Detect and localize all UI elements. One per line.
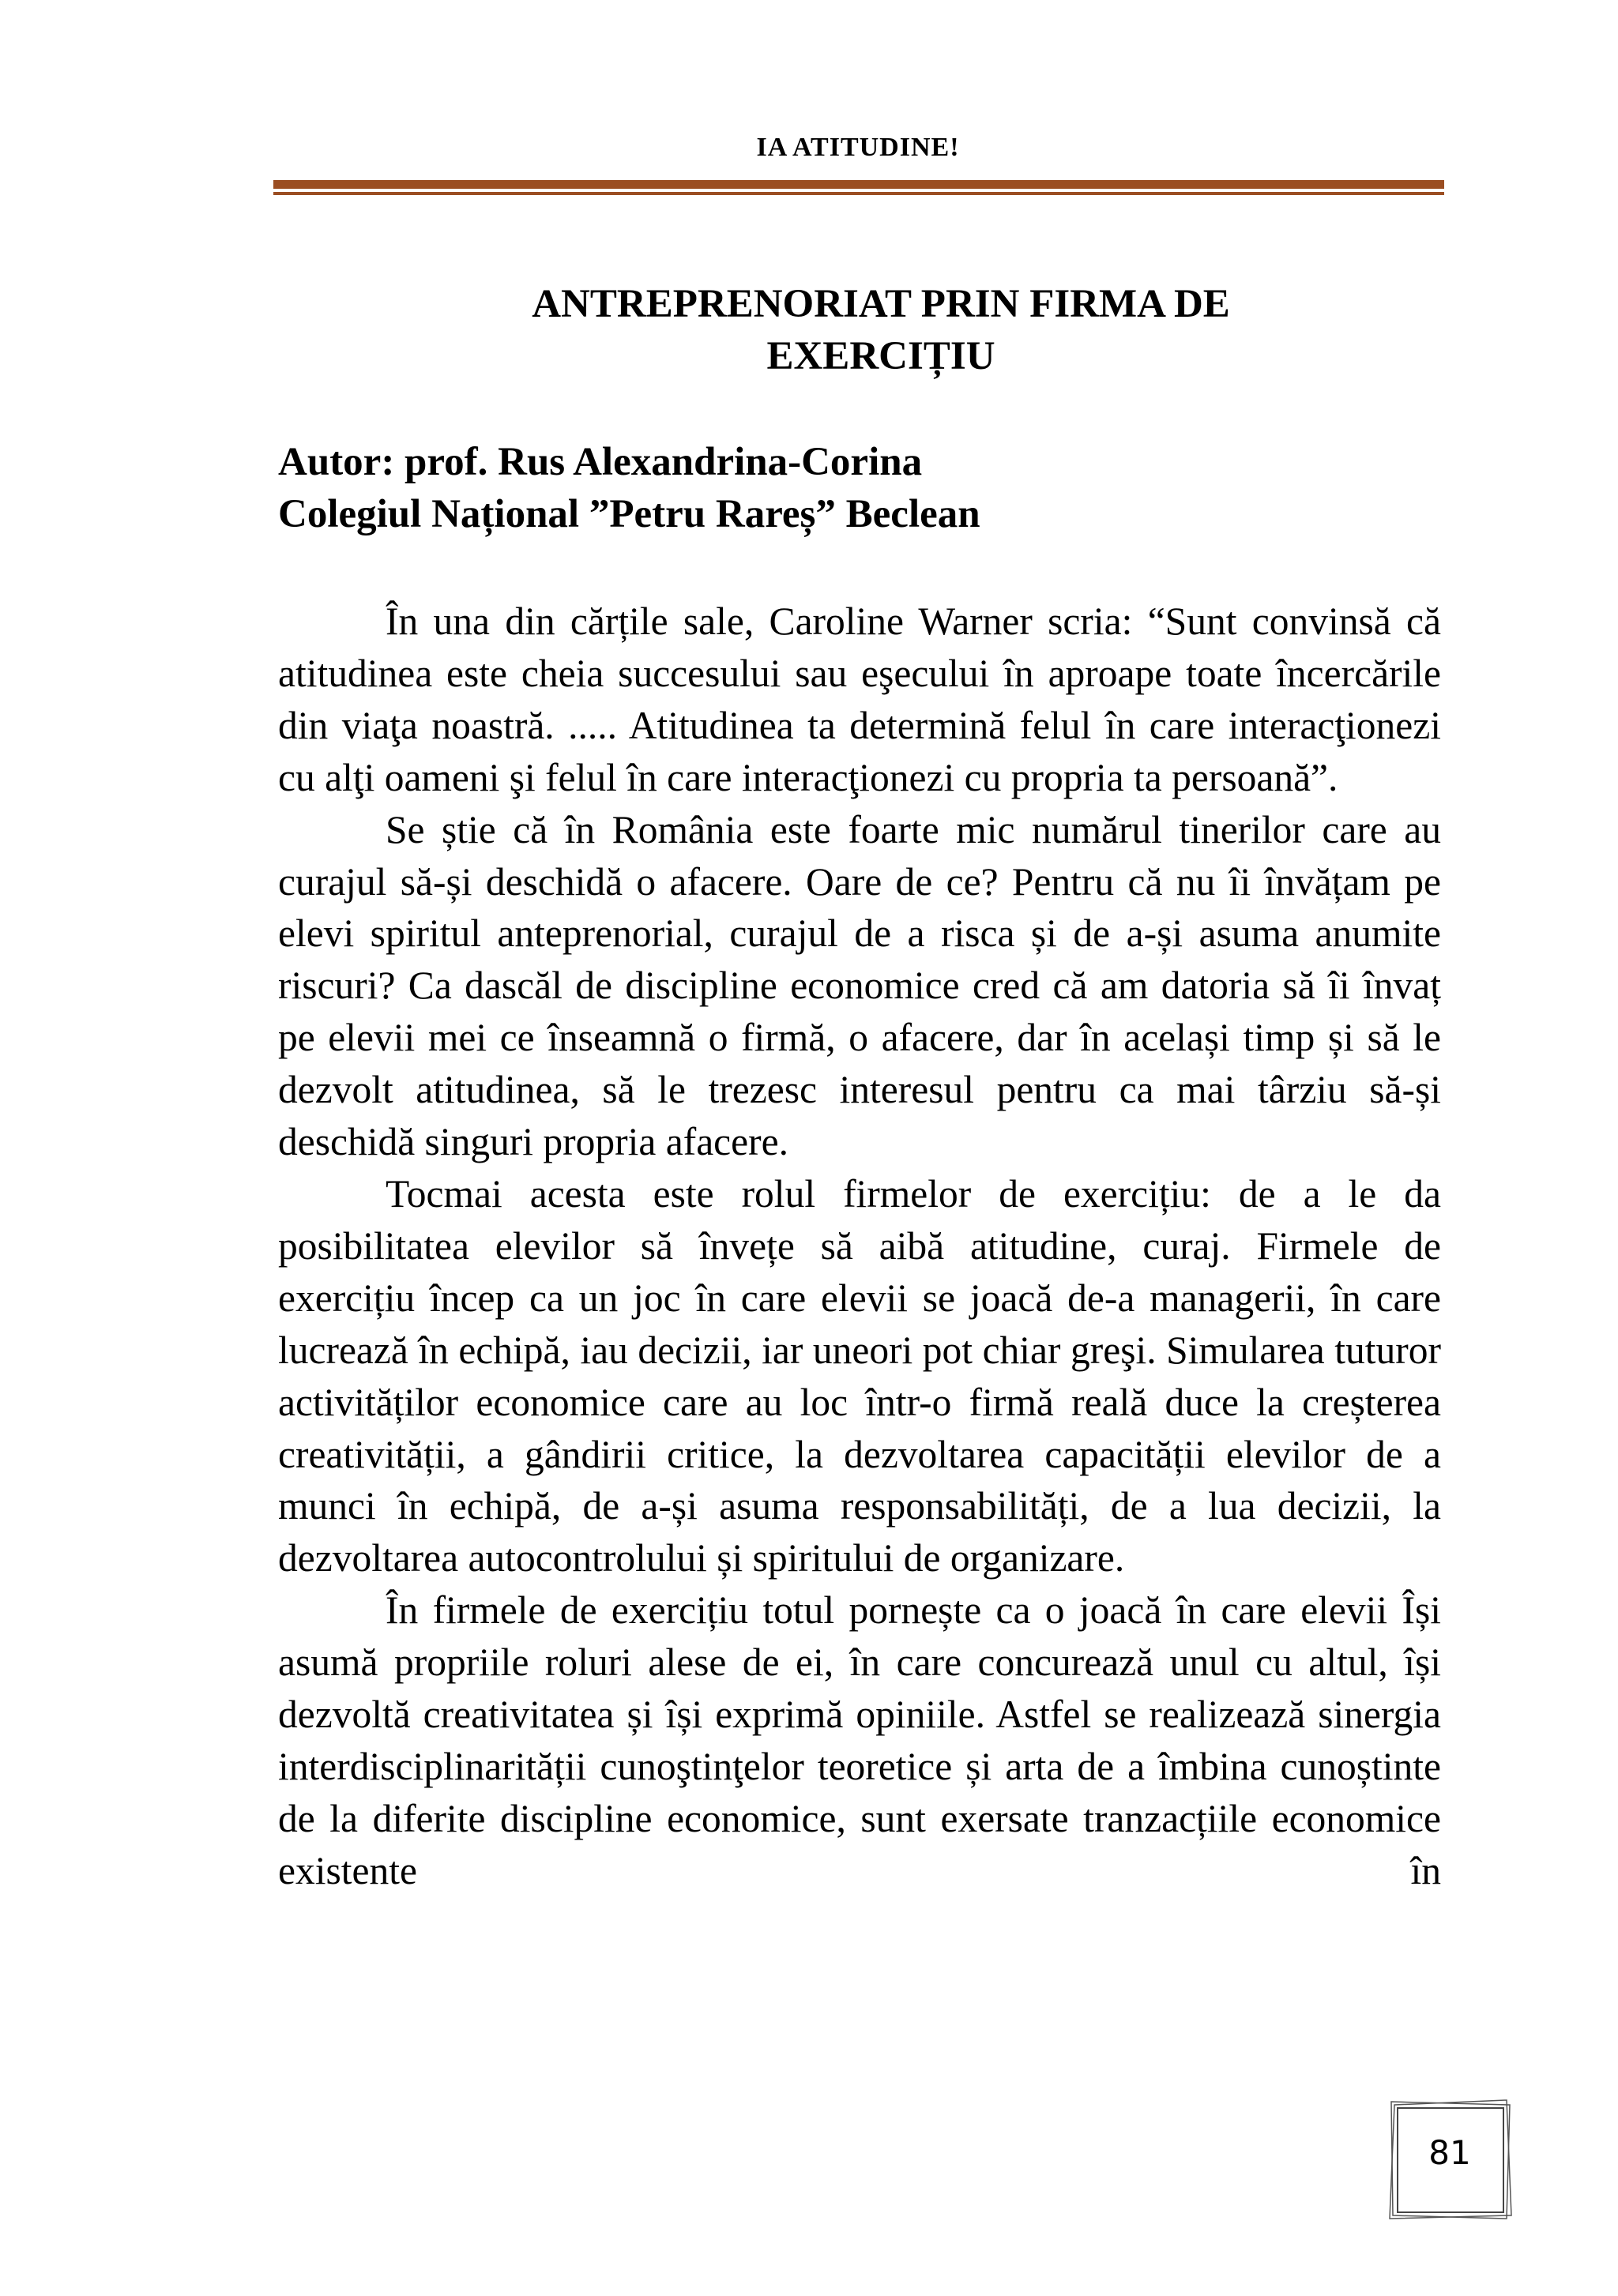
page-number-frame [1385, 2097, 1515, 2222]
article-title [442, 278, 1319, 382]
paragraph-2: Se știe că în România este foarte mic numărul tinerilor care au curajul să-și deschidă o afacere. Oare de ce? Pentru că nu îi învățam pe elevi spiritul anteprenorial, curajul de a risca și de a-și asuma anumite riscuri? Ca dascăl de discipline economice cred că am datoria să îi învaț pe elevii mei ce înseamnă o firmă, o afacere, dar în același timp și să le dezvolt atitudinea, să le trezesc interesul pentru ca mai târziu să-și deschidă singuri propria afacere. [278, 807, 1441, 1164]
author-line: Autor: prof. Rus Alexandrina-Corina [278, 440, 923, 484]
paragraph-3: Tocmai acesta este rolul firmelor de exercițiu: de a le da posibilitatea elevilor să învețe să aibă atitudine, curaj. Firmele de exercițiu încep ca un joc în care elevii se joacă de-a managerii, în care lucrează în echipă, iau decizii, iar uneori pot chiar greşi. Simularea tuturor activităților economice care au loc într-o firmă reală duce la creșterea creativității, a gândirii critice, la dezvoltarea capacității elevilor de a munci în echipă, de a-și asuma responsabilități, de a lua decizii, la dezvoltarea autocontrolului și spiritului de organizare. [278, 1171, 1441, 1580]
institution-line: Colegiul Național ”Petru Rareș” Beclean [278, 492, 980, 536]
header-rule-thin [273, 192, 1444, 195]
header-rule-thick [273, 180, 1444, 189]
author-block [278, 436, 980, 540]
paragraph-4: În firmele de exercițiu totul pornește ca o joacă în care elevii Își asumă propriile roluri alese de ei, în care concurează unul cu altul, își dezvoltă creativitatea și își exprimă opiniile. Astfel se realizează sinergia interdisciplinarității cunoştinţelor teoretice și arta de a îmbina cunoștinte de la diferite discipline economice, sunt exersate tranzacțiile economice existente în [278, 1588, 1441, 1892]
article-title-line-2: EXERCIȚIU [766, 334, 995, 378]
article-body [278, 596, 1441, 1897]
paragraph-1: În una din cărțile sale, Caroline Warner scria: “Sunt convinsă că atitudinea este cheia succesului sau eşecului în aproape toate încercările din viaţa noastră. ..... Atitudinea ta determină felul în care interacţionezi cu alţi oameni şi felul în care interacţionezi cu propria ta persoană”. [278, 599, 1441, 799]
running-header: IA ATITUDINE! [756, 133, 960, 162]
article-title-line-1: ANTREPRENORIAT PRIN FIRMA DE [532, 282, 1230, 326]
page-number: 81 [1428, 2133, 1471, 2172]
